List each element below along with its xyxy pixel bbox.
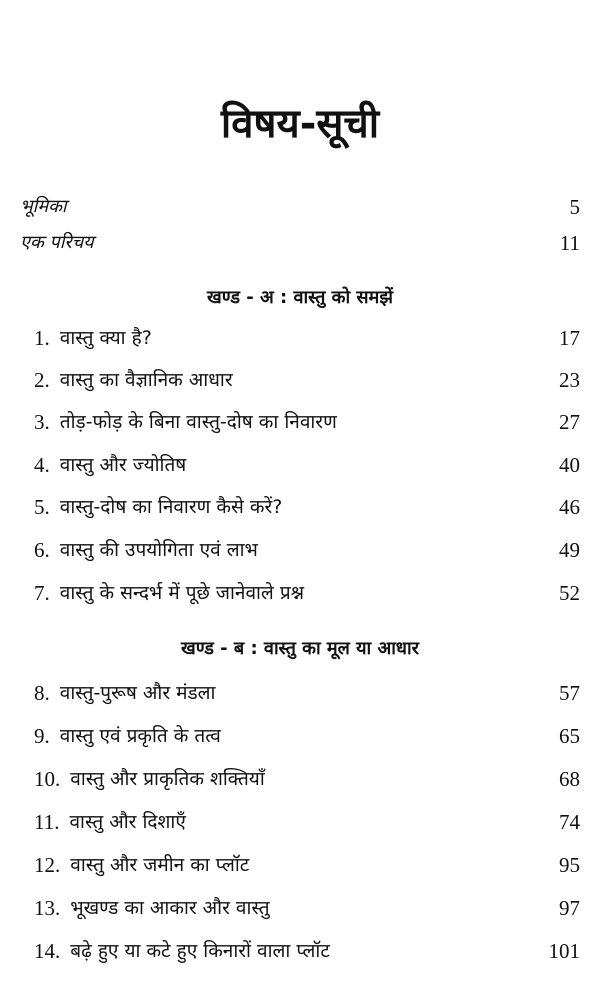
- toc-chapter: [34, 676, 580, 710]
- toc-entry-page: 5: [569, 195, 580, 219]
- toc-chapter: [34, 363, 580, 397]
- chapter-page: 97: [559, 896, 580, 920]
- chapter-number: 3.: [34, 410, 50, 434]
- toc-chapter: [34, 490, 580, 524]
- section-heading-b: खण्ड - ब : वास्तु का मूल या आधार: [181, 638, 419, 659]
- toc-chapter: [34, 405, 580, 439]
- toc-chapter: [34, 533, 580, 567]
- chapter-title: वास्तु एवं प्रकृति के तत्व: [59, 725, 221, 747]
- toc-chapter: [34, 576, 580, 610]
- toc-chapter: [34, 321, 580, 355]
- chapter-page: 68: [559, 767, 580, 791]
- toc-entry-page: 11: [559, 231, 580, 255]
- chapter-title: तोड़-फोड़ के बिना वास्तु-दोष का निवारण: [59, 411, 337, 433]
- chapter-page: 57: [559, 681, 580, 705]
- toc-chapter: [34, 719, 580, 753]
- chapter-number: 2.: [34, 368, 50, 392]
- toc-chapter: [34, 848, 580, 882]
- chapter-page: 52: [559, 581, 580, 605]
- chapter-title: वास्तु और जमीन का प्लॉट: [70, 854, 250, 876]
- toc-entry-preface: [20, 190, 580, 224]
- chapter-page: 74: [559, 810, 580, 834]
- chapter-page: 95: [559, 853, 580, 877]
- chapter-title: वास्तु और ज्योतिष: [59, 454, 187, 476]
- chapter-number: 5.: [34, 495, 50, 519]
- section-heading-a: खण्ड - अ : वास्तु को समझें: [207, 287, 393, 308]
- chapter-title: वास्तु और प्राकृतिक शक्तियाँ: [70, 768, 265, 790]
- toc-chapter: [34, 448, 580, 482]
- toc-entry-label: भूमिका: [20, 196, 67, 217]
- chapter-title: बढ़े हुए या कटे हुए किनारों वाला प्लॉट: [70, 940, 330, 962]
- chapter-page: 27: [559, 410, 580, 434]
- toc-chapter: [34, 934, 580, 968]
- toc-entry-label: एक परिचय: [20, 232, 94, 253]
- chapter-title: भूखण्ड का आकार और वास्तु: [70, 897, 270, 919]
- chapter-title: वास्तु का वैज्ञानिक आधार: [59, 369, 233, 391]
- chapter-title: वास्तु के सन्दर्भ में पूछे जानेवाले प्रश्न: [59, 582, 305, 604]
- chapter-page: 65: [559, 724, 580, 748]
- chapter-title: वास्तु-दोष का निवारण कैसे करें?: [59, 496, 283, 518]
- chapter-title: वास्तु और दिशाएँ: [69, 811, 186, 833]
- chapter-number: 12.: [34, 853, 61, 877]
- chapter-number: 14.: [34, 939, 61, 963]
- chapter-number: 6.: [34, 538, 50, 562]
- chapter-page: 49: [559, 538, 580, 562]
- chapter-title: वास्तु क्या है?: [59, 327, 152, 349]
- chapter-page: 101: [548, 939, 580, 963]
- toc-chapter: [34, 805, 580, 839]
- toc-chapter: [34, 891, 580, 925]
- chapter-number: 4.: [34, 453, 50, 477]
- toc-chapter: [34, 762, 580, 796]
- chapter-page: 40: [559, 453, 580, 477]
- chapter-page: 46: [559, 495, 580, 519]
- chapter-number: 1.: [34, 326, 50, 350]
- chapter-number: 11.: [34, 810, 60, 834]
- chapter-number: 13.: [34, 896, 61, 920]
- chapter-number: 9.: [34, 724, 50, 748]
- page-title: विषय-सूची: [220, 101, 380, 147]
- chapter-page: 23: [559, 368, 580, 392]
- chapter-number: 7.: [34, 581, 50, 605]
- chapter-title: वास्तु की उपयोगिता एवं लाभ: [59, 539, 258, 561]
- chapter-page: 17: [559, 326, 580, 350]
- chapter-number: 8.: [34, 681, 50, 705]
- chapter-number: 10.: [34, 767, 61, 791]
- toc-entry-introduction: [20, 226, 580, 260]
- chapter-title: वास्तु-पुरूष और मंडला: [59, 682, 216, 704]
